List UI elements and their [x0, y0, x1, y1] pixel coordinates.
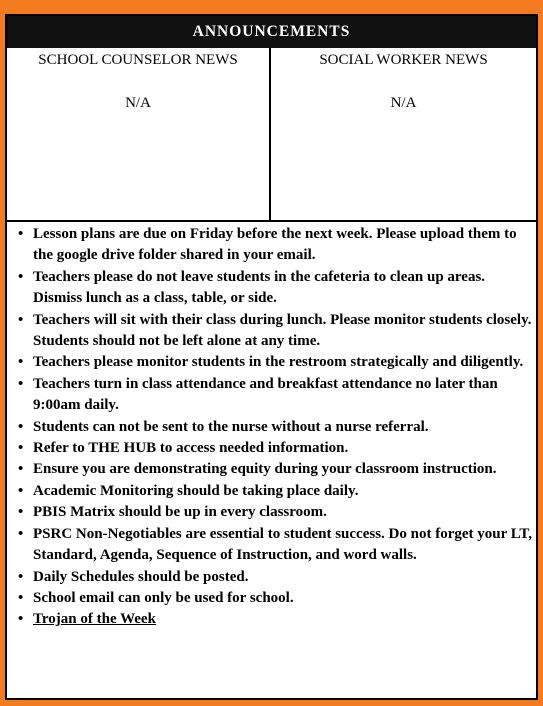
school-counselor-title: SCHOOL COUNSELOR NEWS	[38, 52, 238, 68]
news-columns	[7, 48, 536, 222]
trojan-of-the-week-item	[33, 609, 536, 630]
announcement-item: • Lesson plans are due on Friday before the next week. Please upload them to the google drive folder shared in your email.	[33, 224, 536, 267]
announcement-item: • Refer to THE HUB to access needed information.	[33, 438, 536, 459]
announcement-item: • Teachers please monitor students in the restroom strategically and diligently.	[33, 352, 536, 373]
announcements-header	[7, 16, 536, 48]
social-worker-body: N/A	[390, 95, 417, 111]
announcements-title: ANNOUNCEMENTS	[192, 23, 351, 40]
announcements-box	[5, 14, 538, 700]
announcement-item: • Teachers turn in class attendance and breakfast attendance no later than 9:00am daily.	[33, 374, 536, 417]
school-counselor-body: N/A	[125, 95, 151, 111]
social-worker-column	[271, 48, 536, 220]
announcement-item: • Daily Schedules should be posted.	[33, 567, 536, 588]
announcement-item: • Teachers will sit with their class during lunch. Please monitor students closely. Students should not be left alone at any time.	[33, 310, 536, 353]
announcement-item: • Teachers please do not leave students in the cafeteria to clean up areas. Dismiss lunch as a class, table, or side.	[33, 267, 536, 310]
announcement-item: • Ensure you are demonstrating equity during your classroom instruction.	[33, 459, 536, 480]
social-worker-title: SOCIAL WORKER NEWS	[319, 52, 488, 68]
school-counselor-column	[7, 48, 271, 220]
announcement-item: • Students can not be sent to the nurse without a nurse referral.	[33, 417, 536, 438]
announcement-item: • PBIS Matrix should be up in every classroom.	[33, 502, 536, 523]
announcement-item: • School email can only be used for school.	[33, 588, 536, 609]
trojan-of-the-week-link[interactable]: Trojan of the Week	[33, 611, 156, 628]
announcement-item: • PSRC Non-Negotiables are essential to student success. Do not forget your LT, Standard, Agenda, Sequence of Instruction, and word walls.	[33, 524, 536, 567]
announcement-list	[7, 224, 536, 631]
announcement-item: • Academic Monitoring should be taking place daily.	[33, 481, 536, 502]
